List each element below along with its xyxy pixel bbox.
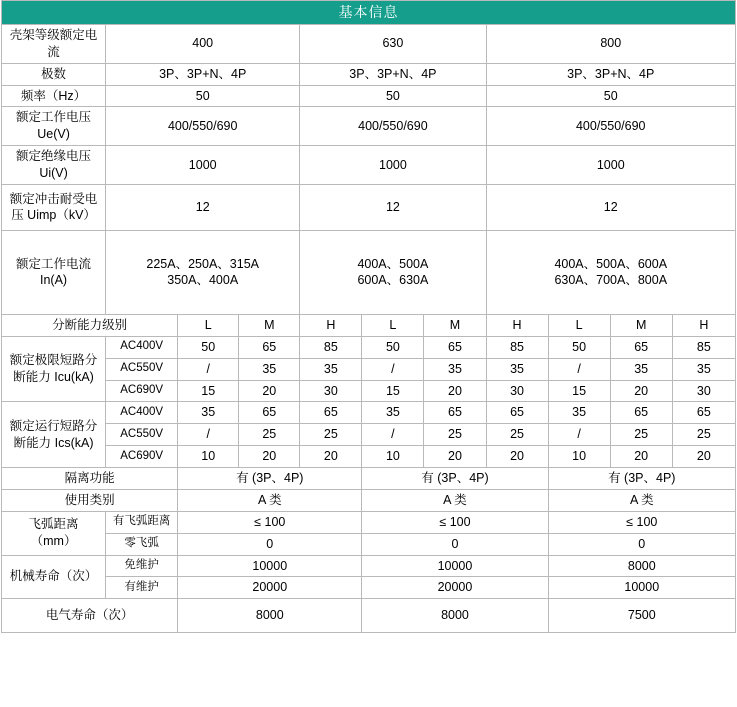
row-label-breaking-class: 分断能力级别 (2, 314, 178, 336)
table-row-arc-distance-zero (2, 533, 736, 555)
cell-icu-ac400v-800-M: 65 (610, 336, 672, 358)
row-label-elec-life: 电气寿命（次） (2, 599, 178, 633)
row-label-arc-distance-line2: （mm） (30, 534, 77, 549)
cell-ics-ac400v-630-M: 65 (424, 402, 486, 424)
table-header-row (2, 1, 736, 25)
table-row-icu-550v (2, 358, 736, 380)
cell-icu-ac550v-630-H: 35 (486, 358, 548, 380)
table-row-frame-rating (2, 24, 736, 63)
cell-frame-rating-400: 400 (106, 24, 300, 63)
cell-mech-free-800: 8000 (548, 555, 735, 577)
sub-label-icu-ac690v: AC690V (106, 380, 178, 402)
cell-icu-ac400v-800-L: 50 (548, 336, 610, 358)
page-title: 基本信息 (2, 1, 736, 25)
cell-ics-ac550v-400-M: 25 (239, 424, 300, 446)
table-row-mech-life-maintenance-free (2, 555, 736, 577)
cell-utilization-400: A 类 (178, 489, 362, 511)
sub-label-ics-ac550v: AC550V (106, 424, 178, 446)
cell-icu-ac400v-630-M: 65 (424, 336, 486, 358)
cell-arc-with-800: ≤ 100 (548, 511, 735, 533)
cell-icu-ac690v-400-H: 30 (300, 380, 362, 402)
table-row-icu-690v (2, 380, 736, 402)
cell-poles-400: 3P、3P+N、4P (106, 63, 300, 85)
cell-grade-800-M: M (610, 314, 672, 336)
cell-icu-ac400v-630-H: 85 (486, 336, 548, 358)
table-row-ics-400v (2, 402, 736, 424)
cell-ui-800: 1000 (486, 146, 736, 185)
cell-uimp-800: 12 (486, 184, 736, 230)
cell-grade-630-M: M (424, 314, 486, 336)
row-label-ue: 额定工作电压 Ue(V) (2, 107, 106, 146)
row-label-isolation: 隔离功能 (2, 468, 178, 490)
sub-label-ics-ac400v: AC400V (106, 402, 178, 424)
table-row-icu-400v (2, 336, 736, 358)
cell-mech-free-400: 10000 (178, 555, 362, 577)
row-label-arc-distance-line1: 飞弧距离 (28, 517, 79, 532)
table-row-uimp (2, 184, 736, 230)
cell-icu-ac690v-630-H: 30 (486, 380, 548, 402)
table-row-frequency (2, 85, 736, 107)
row-label-uimp: 额定冲击耐受电压 Uimp（kV） (2, 184, 106, 230)
cell-ics-ac550v-630-H: 25 (486, 424, 548, 446)
cell-icu-ac690v-800-H: 30 (672, 380, 735, 402)
cell-ics-ac690v-630-M: 20 (424, 446, 486, 468)
cell-ics-ac690v-800-L: 10 (548, 446, 610, 468)
cell-grade-800-H: H (672, 314, 735, 336)
cell-ics-ac550v-800-M: 25 (610, 424, 672, 446)
cell-in-400 (106, 230, 300, 314)
row-label-mech-life: 机械寿命（次） (2, 555, 106, 599)
cell-icu-ac400v-400-M: 65 (239, 336, 300, 358)
table-row-arc-distance-with (2, 511, 736, 533)
cell-frequency-400: 50 (106, 85, 300, 107)
cell-isolation-400: 有 (3P、4P) (178, 468, 362, 490)
sub-label-mech-maintained: 有维护 (106, 577, 178, 599)
cell-arc-zero-630: 0 (362, 533, 548, 555)
cell-grade-630-H: H (486, 314, 548, 336)
cell-icu-ac400v-630-L: 50 (362, 336, 424, 358)
row-label-utilization: 使用类别 (2, 489, 178, 511)
cell-ics-ac400v-630-H: 65 (486, 402, 548, 424)
cell-icu-ac690v-630-M: 20 (424, 380, 486, 402)
cell-ics-ac400v-800-L: 35 (548, 402, 610, 424)
cell-icu-ac550v-800-M: 35 (610, 358, 672, 380)
cell-ics-ac550v-630-L: / (362, 424, 424, 446)
cell-ics-ac550v-630-M: 25 (424, 424, 486, 446)
cell-ics-ac550v-400-H: 25 (300, 424, 362, 446)
cell-icu-ac550v-800-L: / (548, 358, 610, 380)
cell-icu-ac690v-400-L: 15 (178, 380, 239, 402)
cell-poles-800: 3P、3P+N、4P (486, 63, 736, 85)
row-label-ui: 额定绝缘电压 Ui(V) (2, 146, 106, 185)
row-label-ics (2, 402, 106, 468)
table-row-in (2, 230, 736, 314)
cell-ics-ac400v-400-L: 35 (178, 402, 239, 424)
row-label-arc-distance (2, 511, 106, 555)
row-label-icu (2, 336, 106, 402)
table-row-poles (2, 63, 736, 85)
table-row-ics-690v (2, 446, 736, 468)
cell-frequency-800: 50 (486, 85, 736, 107)
cell-utilization-800: A 类 (548, 489, 735, 511)
cell-icu-ac550v-400-M: 35 (239, 358, 300, 380)
cell-grade-400-M: M (239, 314, 300, 336)
cell-utilization-630: A 类 (362, 489, 548, 511)
cell-in-800 (486, 230, 736, 314)
cell-arc-with-630: ≤ 100 (362, 511, 548, 533)
cell-ics-ac400v-400-M: 65 (239, 402, 300, 424)
sub-label-arc-with: 有飞弧距离 (106, 511, 178, 533)
cell-elec-life-630: 8000 (362, 599, 548, 633)
table-row-breaking-class (2, 314, 736, 336)
cell-arc-zero-800: 0 (548, 533, 735, 555)
sub-label-icu-ac400v: AC400V (106, 336, 178, 358)
cell-ics-ac400v-800-M: 65 (610, 402, 672, 424)
cell-ics-ac400v-400-H: 65 (300, 402, 362, 424)
table-row-utilization (2, 489, 736, 511)
cell-in-800-line2: 630A、700A、800A (554, 273, 668, 288)
table-row-ui (2, 146, 736, 185)
row-label-poles: 极数 (2, 63, 106, 85)
cell-icu-ac550v-400-H: 35 (300, 358, 362, 380)
cell-icu-ac550v-800-H: 35 (672, 358, 735, 380)
cell-frame-rating-630: 630 (300, 24, 486, 63)
cell-ics-ac690v-400-M: 20 (239, 446, 300, 468)
cell-mech-free-630: 10000 (362, 555, 548, 577)
cell-ue-400: 400/550/690 (106, 107, 300, 146)
cell-frequency-630: 50 (300, 85, 486, 107)
sub-label-arc-zero: 零飞弧 (106, 533, 178, 555)
cell-ics-ac690v-800-M: 20 (610, 446, 672, 468)
cell-isolation-630: 有 (3P、4P) (362, 468, 548, 490)
sub-label-mech-free: 免维护 (106, 555, 178, 577)
cell-icu-ac400v-400-L: 50 (178, 336, 239, 358)
cell-elec-life-800: 7500 (548, 599, 735, 633)
cell-ue-800: 400/550/690 (486, 107, 736, 146)
cell-uimp-400: 12 (106, 184, 300, 230)
cell-ics-ac690v-630-H: 20 (486, 446, 548, 468)
cell-arc-zero-400: 0 (178, 533, 362, 555)
cell-icu-ac550v-630-L: / (362, 358, 424, 380)
sub-label-icu-ac550v: AC550V (106, 358, 178, 380)
row-label-frame-rating: 壳架等级额定电流 (2, 24, 106, 63)
cell-ui-630: 1000 (300, 146, 486, 185)
row-label-in: 额定工作电流 In(A) (2, 230, 106, 314)
cell-ics-ac550v-800-H: 25 (672, 424, 735, 446)
cell-ics-ac690v-400-L: 10 (178, 446, 239, 468)
cell-grade-400-L: L (178, 314, 239, 336)
row-label-frequency: 频率（Hz） (2, 85, 106, 107)
cell-ics-ac690v-630-L: 10 (362, 446, 424, 468)
cell-poles-630: 3P、3P+N、4P (300, 63, 486, 85)
cell-in-630-line1: 400A、500A (357, 256, 429, 271)
cell-icu-ac400v-400-H: 85 (300, 336, 362, 358)
cell-elec-life-400: 8000 (178, 599, 362, 633)
cell-grade-400-H: H (300, 314, 362, 336)
cell-icu-ac550v-630-M: 35 (424, 358, 486, 380)
cell-ics-ac400v-630-L: 35 (362, 402, 424, 424)
sub-label-ics-ac690v: AC690V (106, 446, 178, 468)
cell-ue-630: 400/550/690 (300, 107, 486, 146)
cell-grade-630-L: L (362, 314, 424, 336)
cell-ics-ac550v-800-L: / (548, 424, 610, 446)
cell-in-630 (300, 230, 486, 314)
cell-mech-maintained-400: 20000 (178, 577, 362, 599)
cell-ics-ac550v-400-L: / (178, 424, 239, 446)
table-row-ics-550v (2, 424, 736, 446)
cell-icu-ac690v-800-L: 15 (548, 380, 610, 402)
cell-icu-ac690v-630-L: 15 (362, 380, 424, 402)
cell-icu-ac690v-400-M: 20 (239, 380, 300, 402)
cell-ui-400: 1000 (106, 146, 300, 185)
cell-in-800-line1: 400A、500A、600A (554, 256, 668, 271)
cell-frame-rating-800: 800 (486, 24, 736, 63)
cell-isolation-800: 有 (3P、4P) (548, 468, 735, 490)
table-row-ue (2, 107, 736, 146)
cell-icu-ac400v-800-H: 85 (672, 336, 735, 358)
cell-icu-ac550v-400-L: / (178, 358, 239, 380)
cell-in-400-line2: 350A、400A (167, 273, 239, 288)
cell-uimp-630: 12 (300, 184, 486, 230)
cell-arc-with-400: ≤ 100 (178, 511, 362, 533)
cell-ics-ac690v-800-H: 20 (672, 446, 735, 468)
cell-icu-ac690v-800-M: 20 (610, 380, 672, 402)
table-row-mech-life-maintained (2, 577, 736, 599)
table-row-elec-life (2, 599, 736, 633)
row-label-icu-text: 额定极限短路分断能力 Icu(kA) (9, 353, 98, 385)
row-label-ics-text: 额定运行短路分断能力 Ics(kA) (9, 418, 98, 450)
cell-mech-maintained-800: 10000 (548, 577, 735, 599)
cell-in-400-line1: 225A、250A、315A (146, 256, 259, 271)
cell-ics-ac400v-800-H: 65 (672, 402, 735, 424)
cell-ics-ac690v-400-H: 20 (300, 446, 362, 468)
cell-mech-maintained-630: 20000 (362, 577, 548, 599)
cell-in-630-line2: 600A、630A (357, 273, 429, 288)
specification-table (1, 0, 736, 633)
cell-grade-800-L: L (548, 314, 610, 336)
table-row-isolation (2, 468, 736, 490)
